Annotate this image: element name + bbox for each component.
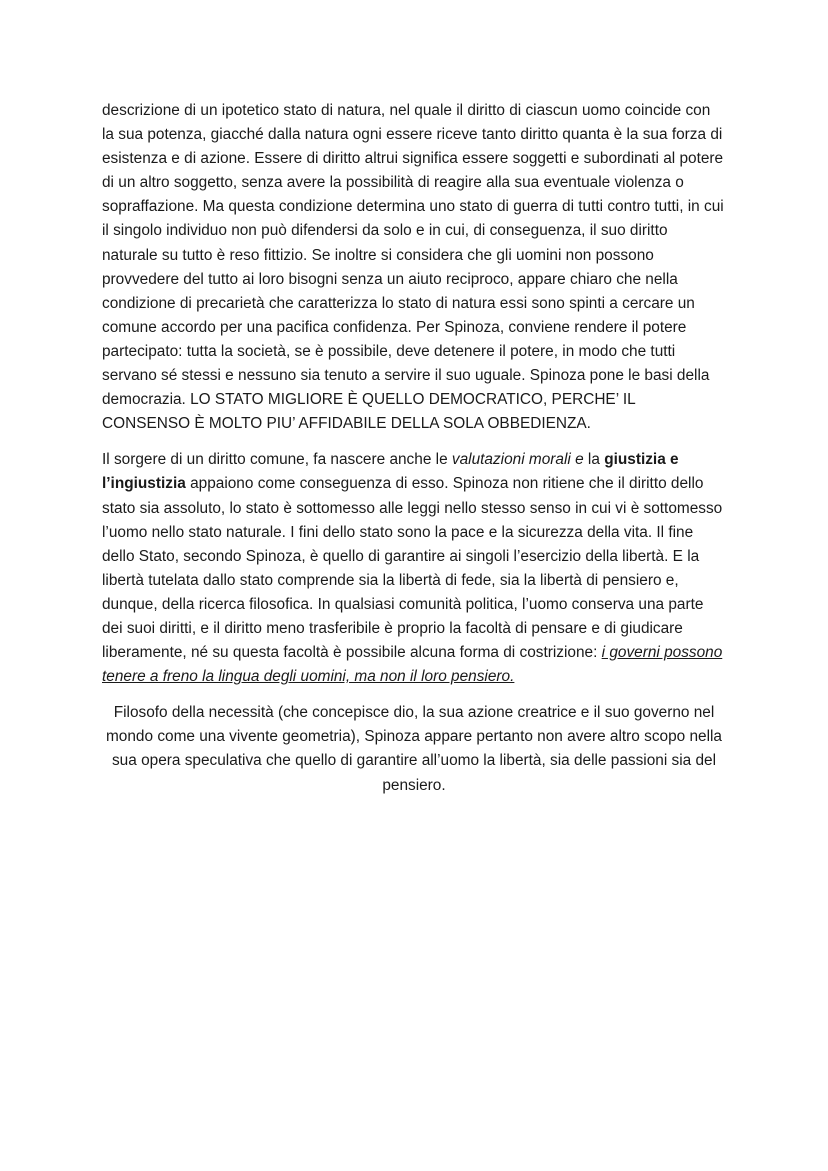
paragraph-state-of-nature: descrizione di un ipotetico stato di natura, nel quale il diritto di ciascun uomo coincide con la sua potenza, giacché dalla natura ogni essere riceve tanto diritto quanta è la sua forza di esistenza e di azione. Essere di diritto altrui significa essere soggetti e subordinati al potere di un altro soggetto, senza avere la possibilità di reagire alla sua eventuale violenza o sopraffazione. Ma questa condizione determina uno stato di guerra di tutti contro tutti, in cui il singolo individuo non può difendersi da solo e in cui, di conseguenza, il suo diritto naturale su tutto è reso fittizio. Se inoltre si considera che gli uomini non possono provvedere del tutto ai loro bisogni senza un aiuto reciproco, appare chiaro che nella condizione di precarietà che caratterizza lo stato di natura essi sono spinti a cercare un comune accordo per una pacifica confidenza. Per Spinoza, conviene rendere il potere partecipato: tutta la società, se è possibile, deve detenere il potere, in modo che tutti servano sé stessi e nessuno sia tenuto a servire il suo uguale. Spinoza pone le basi della democrazia. LO STATO MIGLIORE È QUELLO DEMOCRATICO, PERCHE’ IL CONSENSO È MOLTO PIU’ AFFIDABILE DELLA SOLA OBBEDIENZA. xyxy=(102,102,724,433)
paragraph-text: Il sorgere di un diritto comune, fa nascere anche le xyxy=(102,451,452,469)
underlined-quote: i governi possono tenere a freno la lingua degli uomini, ma non il loro pensiero. xyxy=(102,644,723,686)
paragraph-common-law xyxy=(102,448,726,689)
document-page xyxy=(102,99,726,798)
paragraph-conclusion: Filosofo della necessità (che concepisce dio, la sua azione creatrice e il suo governo nel mondo come una vivente geometria), Spinoza appare pertanto non avere altro scopo nella sua opera speculativa che quello di garantire all’uomo la libertà, sia delle passioni sia del pensiero. xyxy=(105,704,722,794)
paragraph-text: appaiono come conseguenza di esso. Spinoza non ritiene che il diritto dello stato sia assoluto, lo stato è sottomesso alle leggi nello stesso senso in cui vi è sottomesso l’uomo nello stato naturale. I fini dello stato sono la pace e la sicurezza della vita. Il fine dello Stato, secondo Spinoza, è quello di garantire ai singoli l’esercizio della libertà. E la libertà tutelata dallo stato comprende sia la libertà di fede, sia la libertà di pensiero e, dunque, della ricerca filosofica. In qualsiasi comunità politica, l’uomo conserva una parte dei suoi diritti, e il diritto meno trasferibile è proprio la facoltà di pensare e di giudicare liberamente, né su questa facoltà è possibile alcuna forma di costrizione: xyxy=(102,475,723,662)
paragraph-text: la xyxy=(583,451,605,469)
bold-phrase: giustizia e l’ingiustizia xyxy=(102,451,679,493)
italic-phrase: valutazioni morali e xyxy=(451,451,584,469)
